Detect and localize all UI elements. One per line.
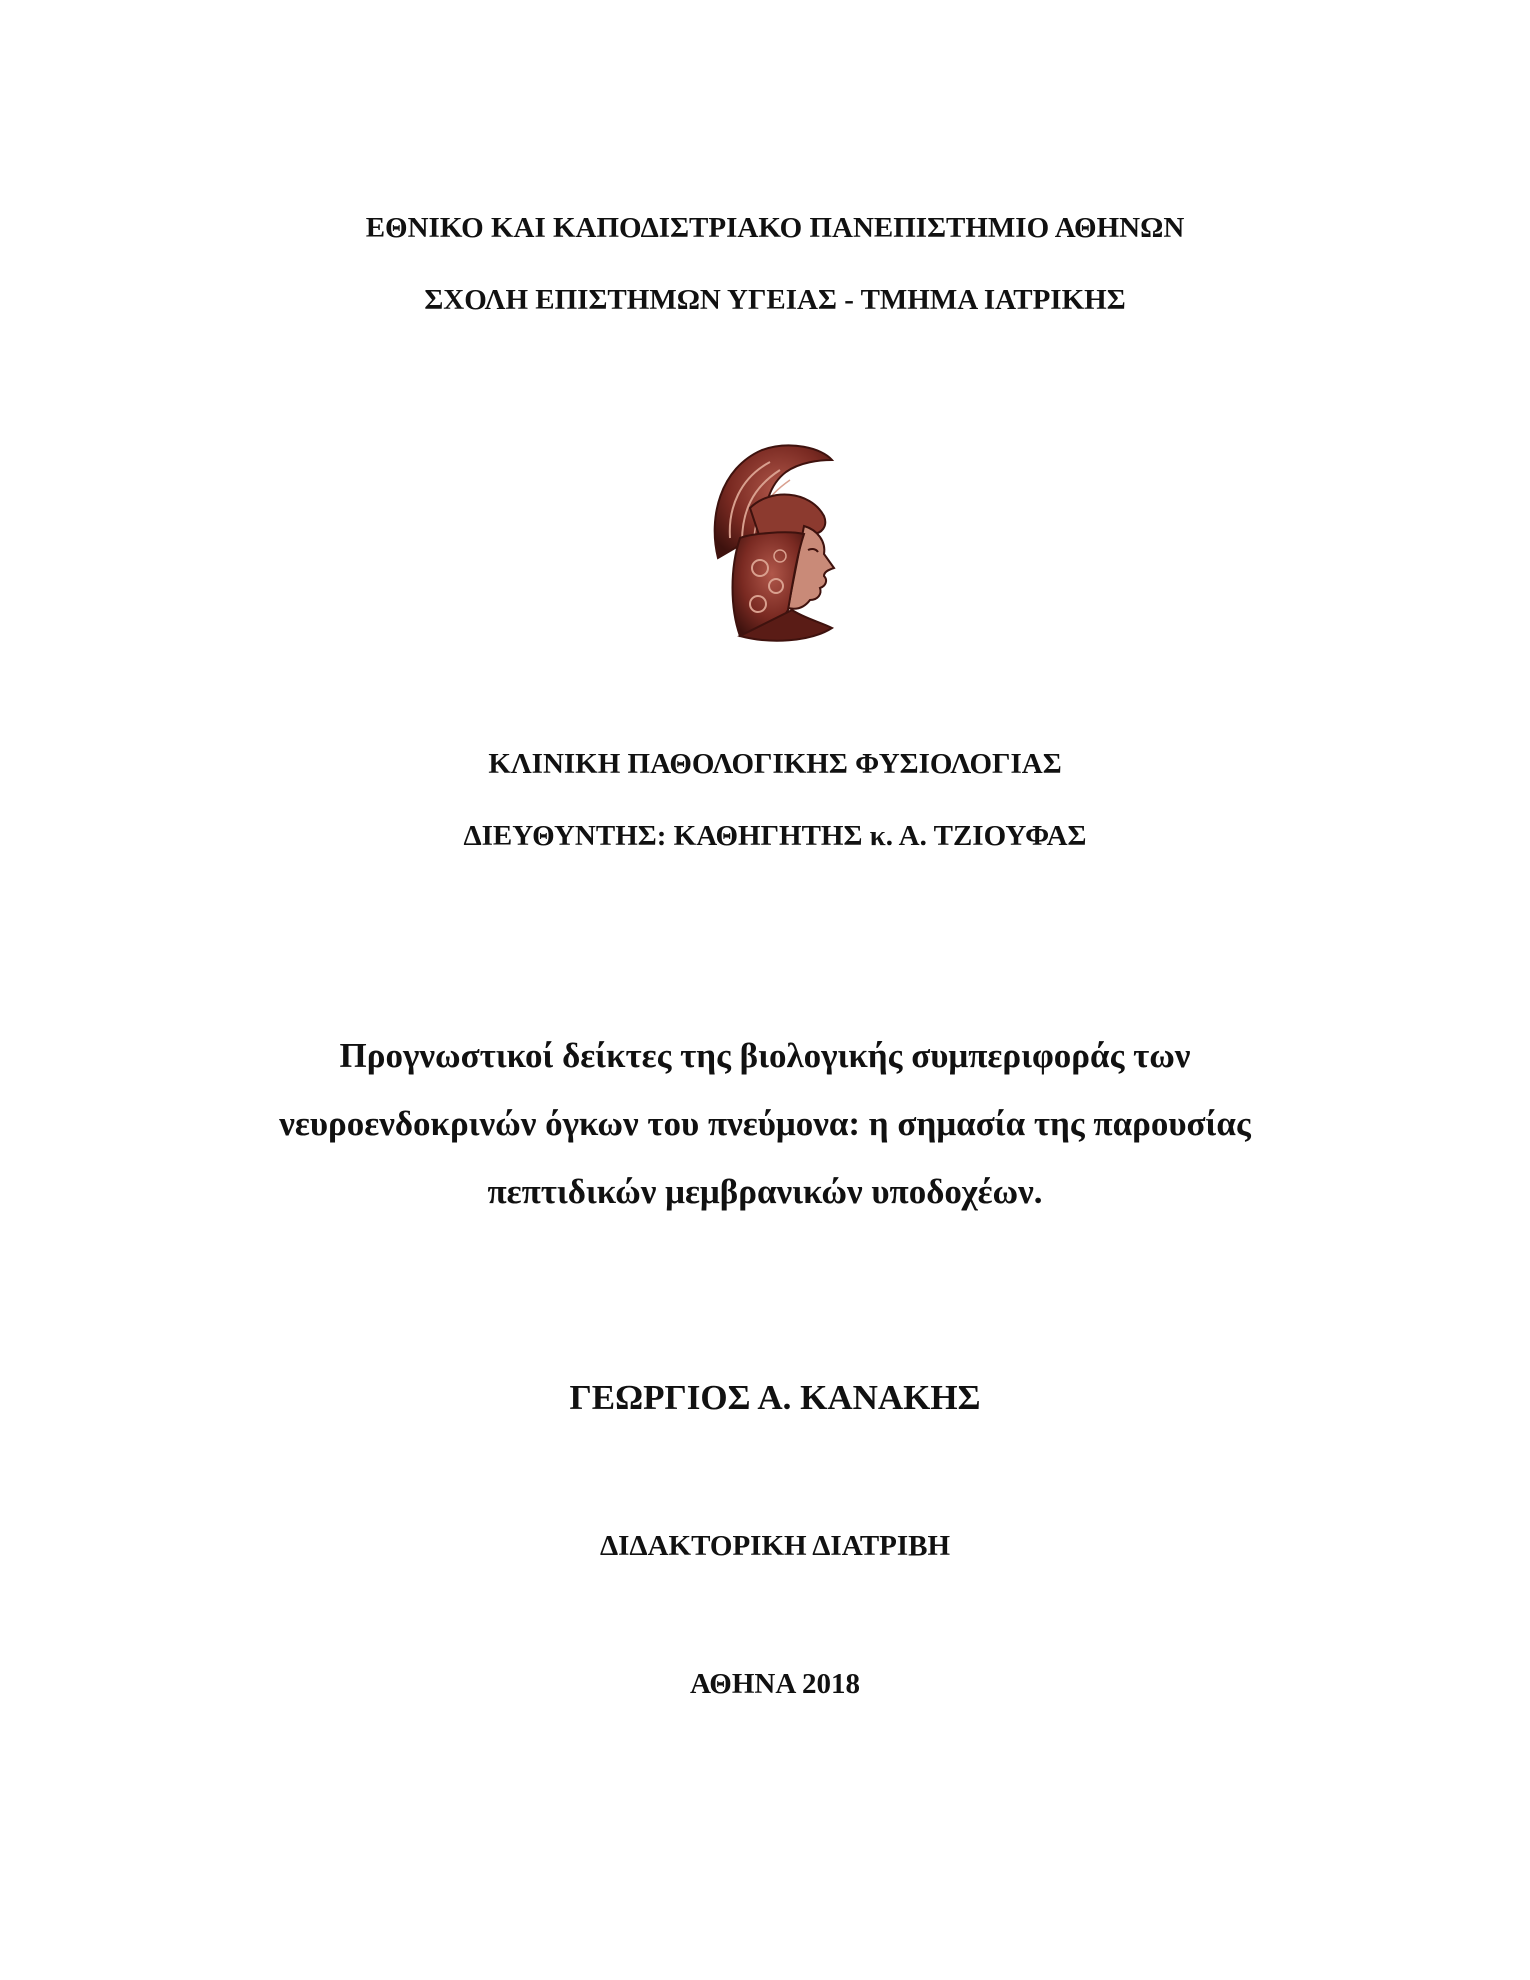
school-name: ΣΧΟΛΗ ΕΠΙΣΤΗΜΩΝ ΥΓΕΙΑΣ - ΤΜΗΜΑ ΙΑΤΡΙΚΗΣ [424,284,1126,316]
athena-head-emblem-icon [700,438,850,648]
place-year: ΑΘΗΝΑ 2018 [690,1668,860,1700]
thesis-title-line: πεπτιδικών μεμβρανικών υποδοχέων. [487,1172,1043,1211]
thesis-title-line: νευροενδοκρινών όγκων του πνεύμονα: η σημασία της παρουσίας [279,1104,1251,1143]
university-name: ΕΘΝΙΚΟ ΚΑΙ ΚΑΠΟΔΙΣΤΡΙΑΚΟ ΠΑΝΕΠΙΣΤΗΜΙΟ ΑΘΗΝΩΝ [365,212,1185,244]
document-type: ΔΙΔΑΚΤΟΡΙΚΗ ΔΙΑΤΡΙΒΗ [599,1530,951,1562]
clinic-name: ΚΛΙΝΙΚΗ ΠΑΘΟΛΟΓΙΚΗΣ ΦΥΣΙΟΛΟΓΙΑΣ [488,748,1062,780]
author-name: ΓΕΩΡΓΙΟΣ Α. ΚΑΝΑΚΗΣ [569,1378,981,1417]
thesis-title-line: Προγνωστικοί δείκτες της βιολογικής συμπεριφοράς των [339,1036,1191,1075]
director-line: ΔΙΕΥΘΥΝΤΗΣ: ΚΑΘΗΓΗΤΗΣ κ. Α. ΤΖΙΟΥΦΑΣ [463,820,1087,852]
